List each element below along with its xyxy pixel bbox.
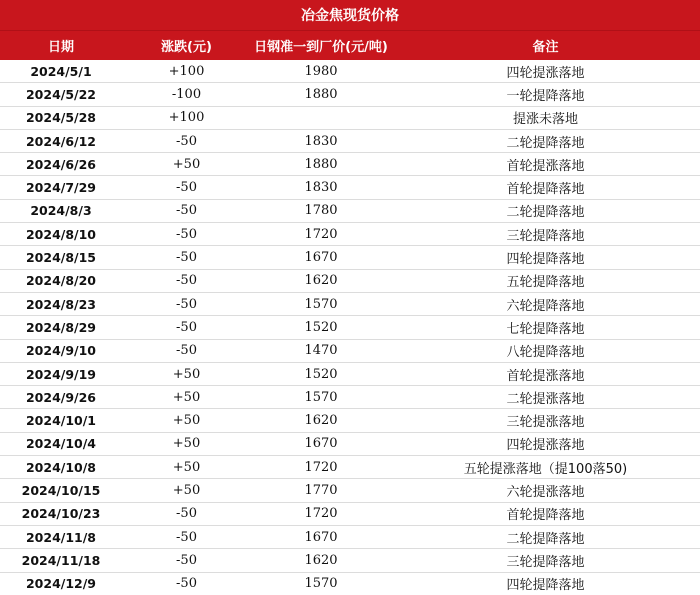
cell-date: 2024/5/28	[0, 106, 122, 129]
table-row	[0, 246, 700, 269]
table-row	[0, 153, 700, 176]
cell-date: 2024/6/12	[0, 129, 122, 152]
cell-price: 1570	[304, 576, 338, 592]
table-row	[0, 456, 700, 479]
cell-price: 1520	[251, 316, 391, 339]
cell-price: 1880	[251, 83, 391, 106]
cell-change: -50	[122, 316, 251, 339]
cell-change: -50	[122, 549, 251, 572]
cell-note: 六轮提涨落地	[391, 479, 700, 502]
cell-price: 1670	[251, 432, 391, 455]
cell-change: +100	[122, 106, 251, 129]
cell-date: 2024/8/29	[0, 316, 122, 339]
cell-price: 1520	[251, 362, 391, 385]
cell-date: 2024/8/3	[0, 199, 122, 222]
table-row	[0, 199, 700, 222]
cell-note: 六轮提降落地	[391, 292, 700, 315]
cell-change: +50	[122, 456, 251, 479]
cell-price: 1670	[251, 525, 391, 548]
cell-date: 2024/5/1	[0, 60, 122, 83]
cell-price: 1570	[251, 292, 391, 315]
cell-change: +50	[122, 432, 251, 455]
cell-note: 一轮提降落地	[391, 83, 700, 106]
cell-date: 2024/7/29	[0, 176, 122, 199]
cell-change: +50	[122, 479, 251, 502]
header-row	[0, 31, 700, 61]
table-row	[0, 269, 700, 292]
cell-date: 2024/6/26	[0, 153, 122, 176]
cell-date: 2024/8/15	[0, 246, 122, 269]
cell-price: 1720	[251, 456, 391, 479]
cell-date: 2024/9/26	[0, 386, 122, 409]
table-row	[0, 362, 700, 385]
cell-change: -50	[122, 502, 251, 525]
cell-note: 首轮提降落地	[391, 502, 700, 525]
cell-note: 首轮提涨落地	[391, 362, 700, 385]
cell-change: -50	[122, 129, 251, 152]
cell-note: 二轮提降落地	[391, 129, 700, 152]
cell-change: +50	[122, 386, 251, 409]
table-row	[0, 432, 700, 455]
cell-date: 2024/9/10	[0, 339, 122, 362]
header-change: 涨跌(元)	[122, 31, 251, 61]
cell-note: 四轮提降落地	[506, 578, 585, 594]
cell-date: 2024/10/15	[0, 479, 122, 502]
cell-change: +100	[122, 60, 251, 83]
table-row	[0, 106, 700, 129]
price-table	[0, 30, 700, 595]
cell-note: 八轮提降落地	[391, 339, 700, 362]
table-row	[0, 479, 700, 502]
cell-price: 1470	[251, 339, 391, 362]
cell-price: 1830	[251, 129, 391, 152]
table-body	[0, 60, 700, 595]
cell-note: 三轮提降落地	[391, 549, 700, 572]
table-title: 冶金焦现货价格	[0, 0, 700, 30]
cell-date: 2024/11/8	[0, 525, 122, 548]
cell-date: 2024/10/1	[0, 409, 122, 432]
cell-note: 五轮提降落地	[391, 269, 700, 292]
cell-date: 2024/10/23	[0, 502, 122, 525]
cell-price: 1620	[251, 549, 391, 572]
header-note: 备注	[391, 31, 700, 61]
table-row	[0, 409, 700, 432]
cell-date: 2024/10/4	[0, 432, 122, 455]
cell-date: 2024/5/22	[0, 83, 122, 106]
cell-price	[251, 106, 391, 129]
cell-change: -50	[122, 246, 251, 269]
cell-note: 三轮提降落地	[391, 223, 700, 246]
cell-price: 1720	[251, 502, 391, 525]
cell-price: 1880	[251, 153, 391, 176]
cell-date: 2024/12/9	[25, 576, 96, 592]
cell-note: 首轮提涨落地	[391, 153, 700, 176]
cell-price: 1670	[251, 246, 391, 269]
table-row	[0, 316, 700, 339]
cell-note: 四轮提降落地	[391, 246, 700, 269]
table-row	[0, 83, 700, 106]
table-row	[0, 386, 700, 409]
cell-date: 2024/8/20	[0, 269, 122, 292]
table-row	[0, 60, 700, 83]
table-row	[0, 549, 700, 572]
cell-price: 1720	[251, 223, 391, 246]
table-row	[0, 176, 700, 199]
table-row	[0, 502, 700, 525]
cell-change: -50	[122, 199, 251, 222]
cell-change: -50	[122, 269, 251, 292]
table-row	[0, 223, 700, 246]
cell-note: 三轮提涨落地	[391, 409, 700, 432]
cell-date: 2024/8/23	[0, 292, 122, 315]
table-row	[0, 292, 700, 315]
cell-price: 1620	[251, 409, 391, 432]
cell-note: 五轮提涨落地（提100落50)	[391, 456, 700, 479]
cell-price: 1830	[251, 176, 391, 199]
table-row	[0, 525, 700, 548]
cell-date: 2024/9/19	[0, 362, 122, 385]
cell-change: -50	[122, 525, 251, 548]
header-date: 日期	[0, 31, 122, 61]
cell-change: -50	[176, 576, 197, 592]
table-row	[0, 339, 700, 362]
cell-note: 四轮提涨落地	[391, 60, 700, 83]
cell-date: 2024/11/18	[0, 549, 122, 572]
cell-change: -50	[122, 292, 251, 315]
cell-change: -50	[122, 339, 251, 362]
table-row	[0, 572, 700, 595]
cell-change: -50	[122, 223, 251, 246]
cell-price: 1980	[251, 60, 391, 83]
table-row	[0, 129, 700, 152]
cell-date: 2024/8/10	[0, 223, 122, 246]
cell-note: 二轮提涨落地	[391, 386, 700, 409]
cell-note: 首轮提降落地	[391, 176, 700, 199]
cell-change: -50	[122, 176, 251, 199]
cell-price: 1780	[251, 199, 391, 222]
cell-date: 2024/10/8	[0, 456, 122, 479]
cell-change: -100	[122, 83, 251, 106]
cell-note: 二轮提降落地	[391, 199, 700, 222]
cell-note: 提涨未落地	[391, 106, 700, 129]
cell-note: 二轮提降落地	[391, 525, 700, 548]
cell-note: 四轮提涨落地	[391, 432, 700, 455]
cell-price: 1620	[251, 269, 391, 292]
header-price: 日钢准一到厂价(元/吨)	[251, 31, 391, 61]
cell-change: +50	[122, 409, 251, 432]
cell-change: +50	[122, 153, 251, 176]
cell-change: +50	[122, 362, 251, 385]
cell-note: 七轮提降落地	[391, 316, 700, 339]
cell-price: 1570	[251, 386, 391, 409]
cell-price: 1770	[251, 479, 391, 502]
